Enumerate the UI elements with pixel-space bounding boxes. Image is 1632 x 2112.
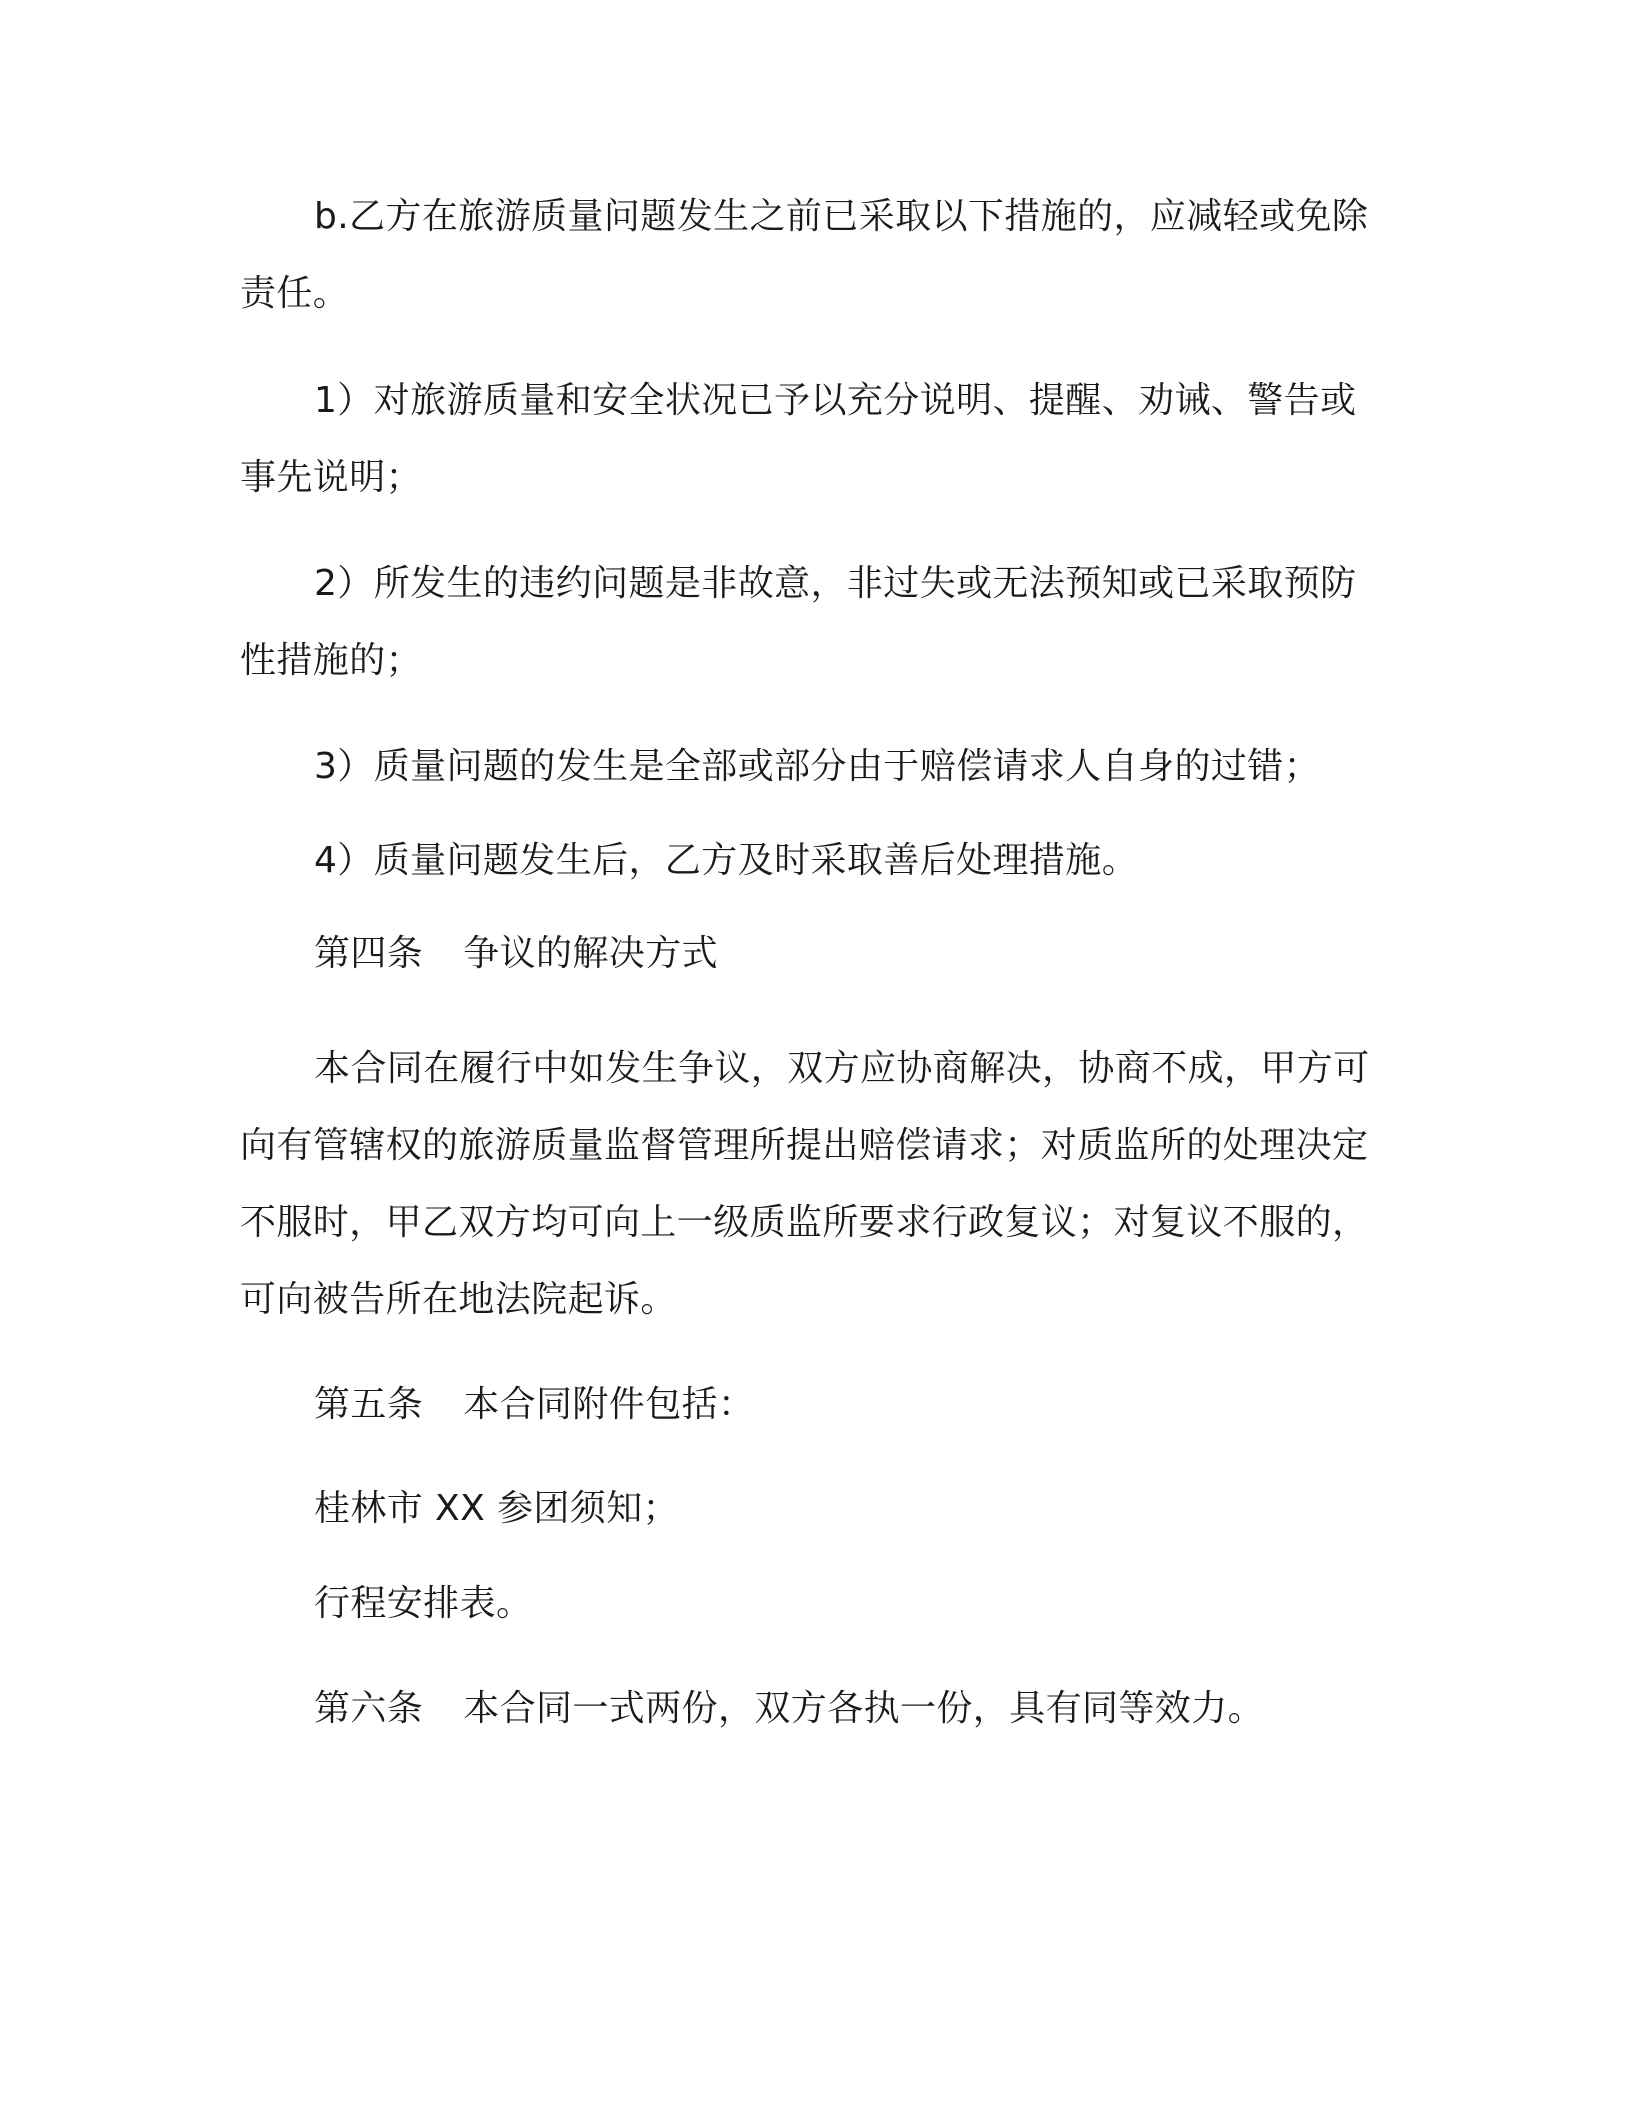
article-4-body: 本合同在履行中如发生争议，双方应协商解决，协商不成，甲方可向有管辖权的旅游质量监督管理所提出赔偿请求；对质监所的处理决定不服时，甲乙双方均可向上一级质监所要求行政复议；对复议不服的，可向被告所在地法院起诉。 bbox=[240, 1048, 1370, 1320]
paragraph-b-exemption: b.乙方在旅游质量问题发生之前已采取以下措施的，应减轻或免除责任。 bbox=[240, 196, 1369, 314]
article-4-heading bbox=[240, 915, 1384, 992]
article-6-heading bbox=[240, 1670, 1384, 1747]
article-5-title: 本合同附件包括： bbox=[463, 1384, 755, 1425]
paragraph-item-1: 1）对旅游质量和安全状况已予以充分说明、提醒、劝诫、警告或事先说明； bbox=[240, 380, 1357, 498]
attachment-item-1: 桂林市 XX 参团须知； bbox=[314, 1488, 680, 1529]
article-6-number: 第六条 bbox=[314, 1688, 424, 1729]
attachment-item-2: 行程安排表。 bbox=[314, 1583, 533, 1624]
article-4-number: 第四条 bbox=[314, 933, 424, 974]
paragraph-item-2: 2）所发生的违约问题是非故意，非过失或无法预知或已采取预防性措施的； bbox=[240, 563, 1357, 681]
paragraph-item-4: 4）质量问题发生后，乙方及时采取善后处理措施。 bbox=[314, 840, 1139, 881]
article-4-title: 争议的解决方式 bbox=[463, 933, 719, 974]
article-5-heading bbox=[240, 1366, 1384, 1443]
article-6-title: 本合同一式两份，双方各执一份，具有同等效力。 bbox=[463, 1688, 1265, 1729]
paragraph-item-3: 3）质量问题的发生是全部或部分由于赔偿请求人自身的过错； bbox=[314, 746, 1321, 787]
article-5-number: 第五条 bbox=[314, 1384, 424, 1425]
